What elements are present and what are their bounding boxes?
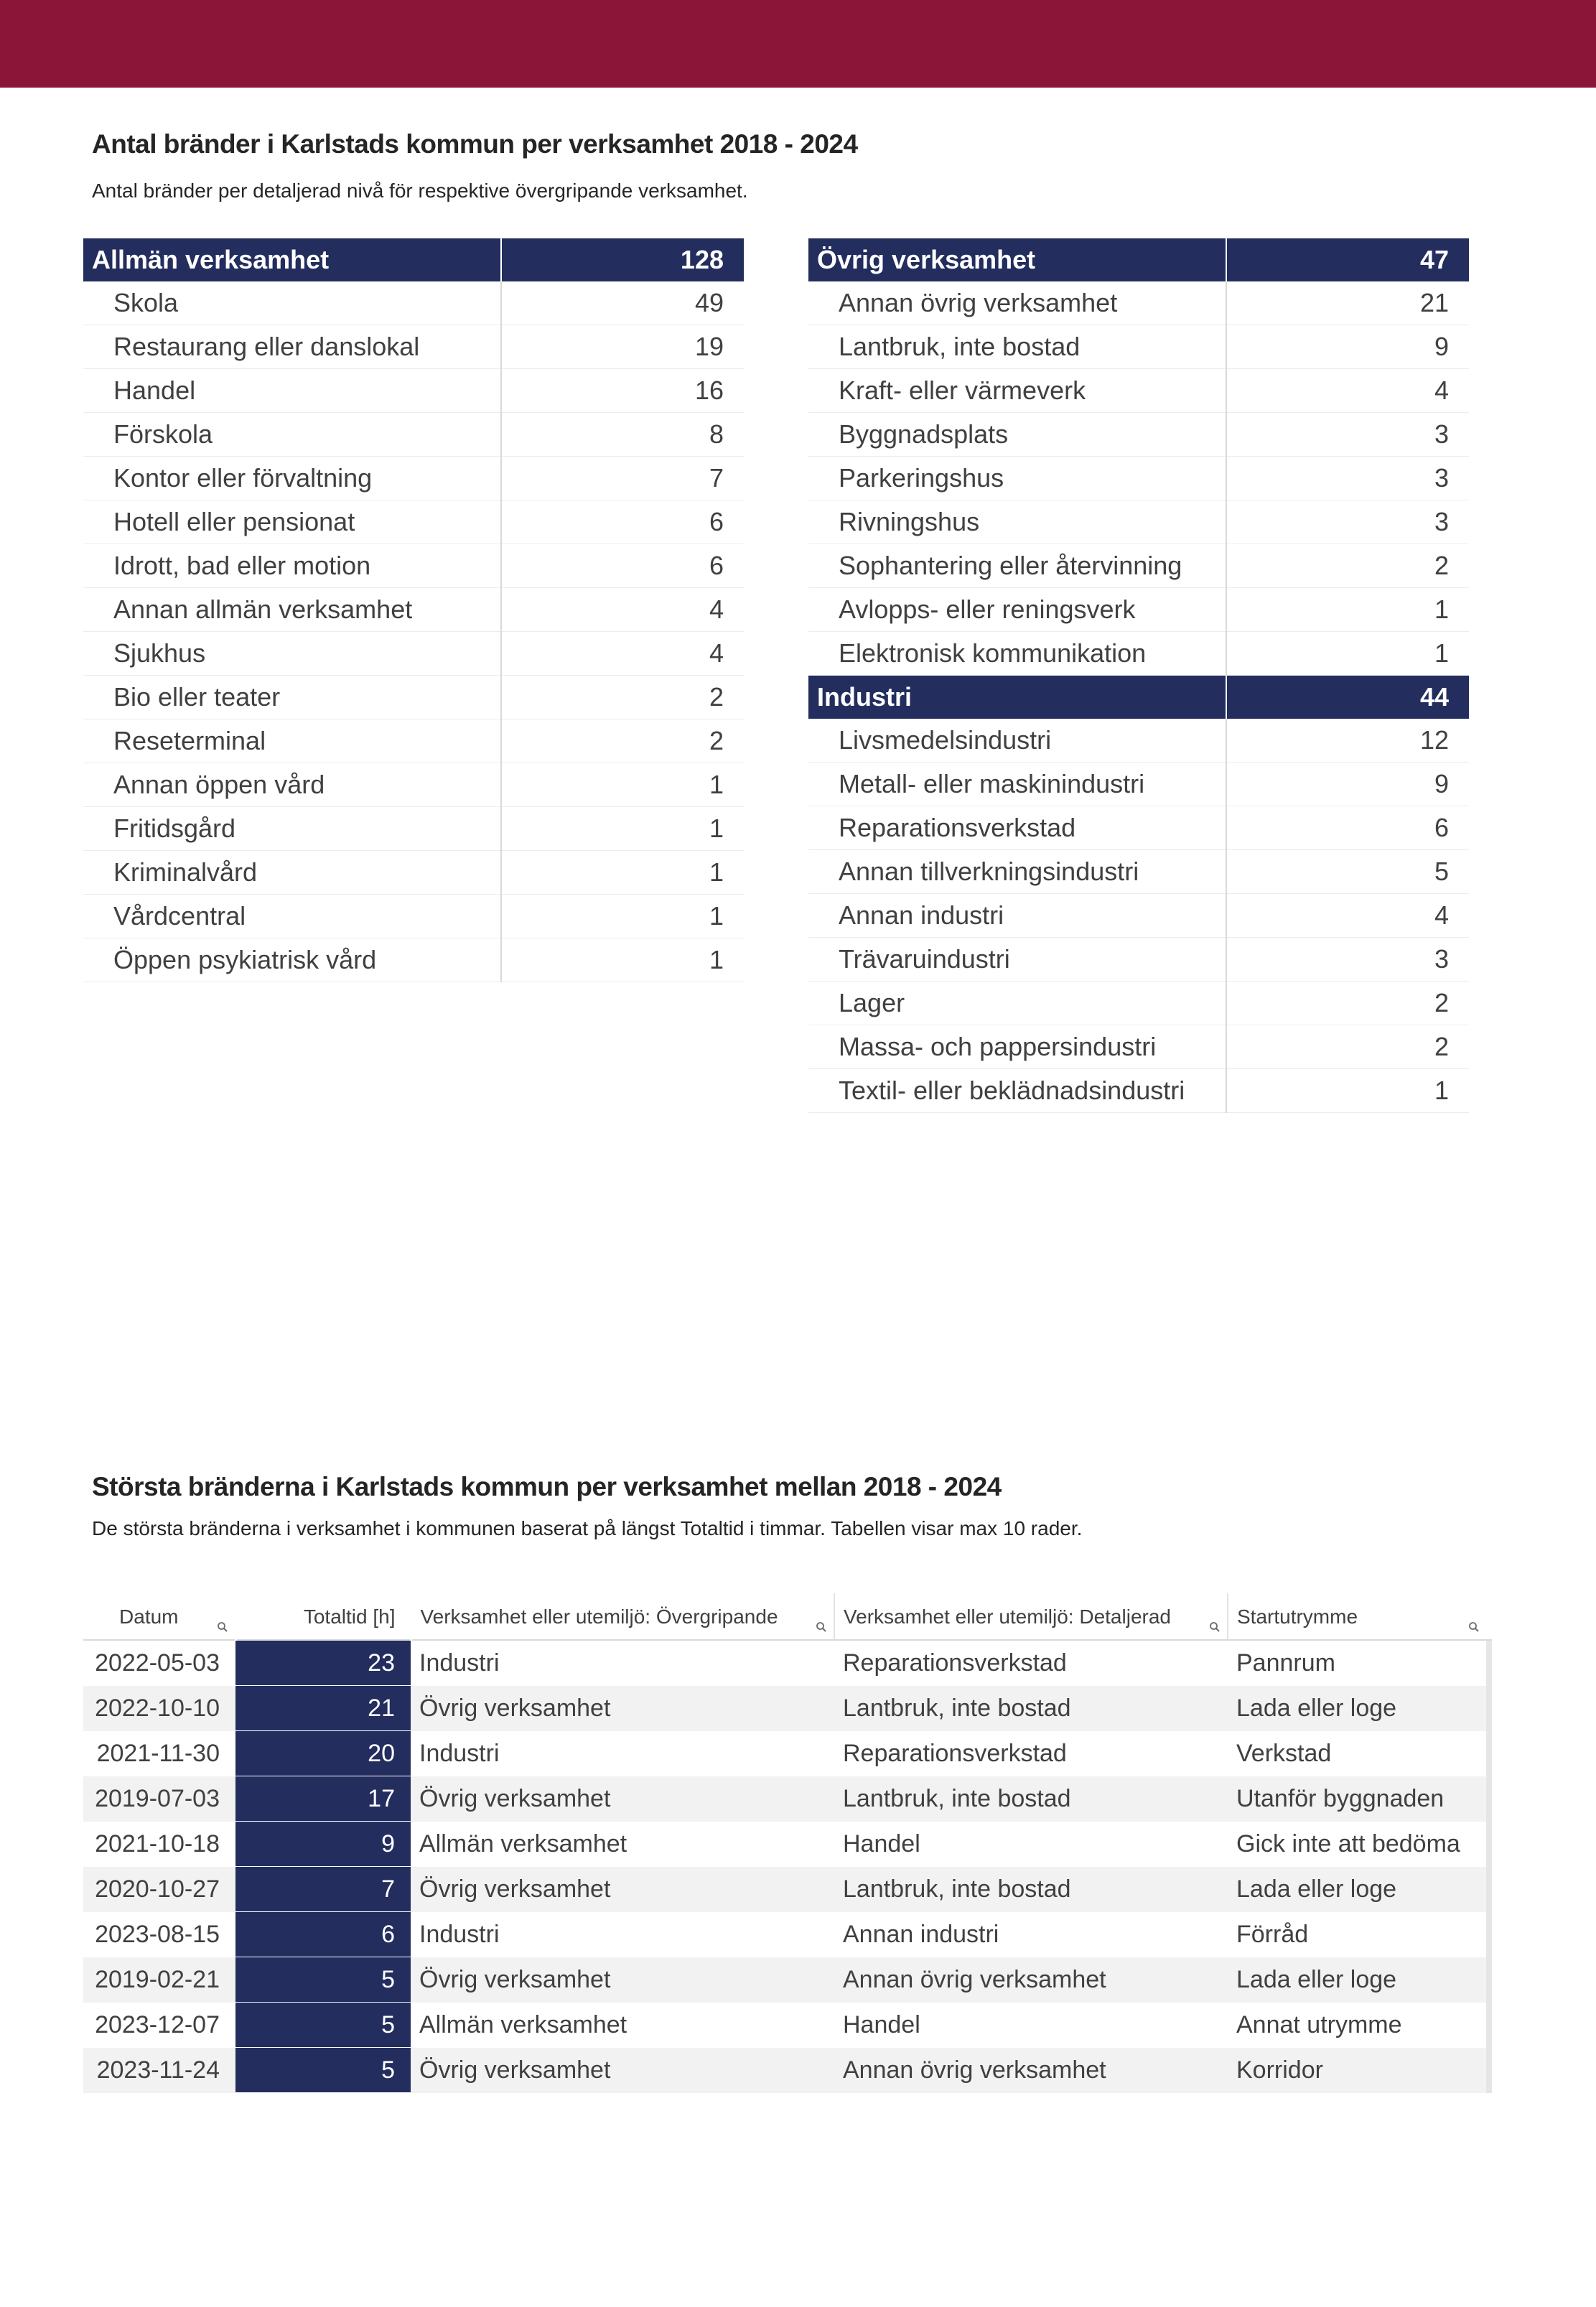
table-row [808, 1069, 1469, 1113]
cell-overgripande: Allmän verksamhet [411, 1822, 834, 1867]
table-row [83, 413, 744, 457]
table-row [83, 1957, 1492, 2003]
activity-label: Kraft- eller värmeverk [808, 369, 1226, 413]
activity-label: Textil- eller beklädnadsindustri [808, 1069, 1226, 1113]
activity-label: Restaurang eller danslokal [83, 325, 501, 369]
activity-label: Annan allmän verksamhet [83, 588, 501, 632]
table-row [83, 2003, 1492, 2048]
scrollbar-track[interactable] [1486, 1686, 1492, 1731]
cell-detaljerad: Handel [834, 2003, 1228, 2048]
table-row [83, 2048, 1492, 2093]
table-row [808, 500, 1469, 544]
activity-label: Hotell eller pensionat [83, 500, 501, 544]
cell-totaltid: 5 [235, 2003, 411, 2048]
cell-totaltid: 6 [235, 1912, 411, 1957]
cell-detaljerad: Handel [834, 1822, 1228, 1867]
table-row [83, 1822, 1492, 1867]
column-header-totaltid[interactable]: Totaltid [h] [235, 1593, 411, 1640]
table-row [808, 588, 1469, 632]
scrollbar-track[interactable] [1486, 1912, 1492, 1957]
column-header-detaljerad[interactable]: Verksamhet eller utemiljö: Detaljerad [834, 1593, 1228, 1640]
activity-count: 3 [1226, 938, 1469, 982]
group-total: 128 [501, 238, 744, 281]
table-row [83, 1776, 1492, 1822]
activity-label: Handel [83, 369, 501, 413]
group-name: Övrig verksamhet [808, 238, 1226, 281]
cell-detaljerad: Annan övrig verksamhet [834, 1957, 1228, 2003]
table-row [83, 851, 744, 895]
table-row [83, 1731, 1492, 1776]
activity-label: Annan övrig verksamhet [808, 281, 1226, 325]
section-title-largest-fires: Största bränderna i Karlstads kommun per verksamhet mellan 2018 - 2024 [92, 1472, 1002, 1501]
cell-totaltid: 20 [235, 1731, 411, 1776]
activity-count: 16 [501, 369, 744, 413]
table-row [83, 632, 744, 676]
activity-count: 1 [1226, 588, 1469, 632]
table-row [83, 281, 744, 325]
table-row [808, 938, 1469, 982]
table-row [808, 806, 1469, 850]
activity-count: 1 [1226, 632, 1469, 676]
activity-count: 2 [501, 719, 744, 763]
activity-label: Rivningshus [808, 500, 1226, 544]
cell-detaljerad: Annan övrig verksamhet [834, 2048, 1228, 2093]
table-row [83, 544, 744, 588]
activity-count: 3 [1226, 413, 1469, 457]
table-row [83, 1912, 1492, 1957]
cell-detaljerad: Lantbruk, inte bostad [834, 1776, 1228, 1822]
group-header-row [83, 238, 744, 281]
activity-count: 21 [1226, 281, 1469, 325]
activity-count: 5 [1226, 850, 1469, 894]
table-row [808, 1025, 1469, 1069]
table-row [808, 719, 1469, 763]
table-row [83, 500, 744, 544]
table-row [83, 457, 744, 500]
activity-label: Öppen psykiatrisk vård [83, 938, 501, 982]
cell-startutrymme: Utanför byggnaden [1228, 1776, 1486, 1822]
column-header-datum[interactable]: Datum [83, 1593, 235, 1640]
activity-table-right [808, 238, 1469, 1113]
cell-startutrymme: Gick inte att bedöma [1228, 1822, 1486, 1867]
activity-label: Trävaruindustri [808, 938, 1226, 982]
scrollbar-track[interactable] [1486, 2003, 1492, 2048]
column-header-overgripande[interactable]: Verksamhet eller utemiljö: Övergripande [411, 1593, 834, 1640]
cell-overgripande: Övrig verksamhet [411, 1867, 834, 1912]
cell-startutrymme: Förråd [1228, 1912, 1486, 1957]
cell-totaltid: 9 [235, 1822, 411, 1867]
cell-totaltid: 5 [235, 1957, 411, 2003]
activity-count: 3 [1226, 457, 1469, 500]
cell-datum: 2021-11-30 [83, 1731, 235, 1776]
activity-count: 1 [501, 895, 744, 938]
cell-detaljerad: Reparationsverkstad [834, 1731, 1228, 1776]
cell-detaljerad: Lantbruk, inte bostad [834, 1867, 1228, 1912]
activity-label: Massa- och pappersindustri [808, 1025, 1226, 1069]
table-header-row [83, 1593, 1492, 1640]
search-icon[interactable] [1208, 1621, 1221, 1633]
scrollbar-track[interactable] [1486, 2048, 1492, 2093]
activity-label: Lager [808, 982, 1226, 1025]
table-row [808, 850, 1469, 894]
table-row [83, 763, 744, 807]
activity-count: 2 [1226, 982, 1469, 1025]
activity-count: 12 [1226, 719, 1469, 763]
activity-count: 4 [501, 632, 744, 676]
group-name: Allmän verksamhet [83, 238, 501, 281]
cell-totaltid: 5 [235, 2048, 411, 2093]
activity-count: 2 [501, 676, 744, 719]
activity-label: Förskola [83, 413, 501, 457]
cell-totaltid: 17 [235, 1776, 411, 1822]
activity-count: 6 [501, 544, 744, 588]
table-row [808, 369, 1469, 413]
group-total: 44 [1226, 676, 1469, 719]
table-row [83, 1686, 1492, 1731]
cell-datum: 2020-10-27 [83, 1867, 235, 1912]
scrollbar-track[interactable] [1486, 1957, 1492, 2003]
activity-count: 4 [501, 588, 744, 632]
group-header-row [808, 676, 1469, 719]
group-header-row [808, 238, 1469, 281]
table-row [83, 1867, 1492, 1912]
scrollbar-track[interactable] [1486, 1593, 1492, 1640]
cell-datum: 2023-08-15 [83, 1912, 235, 1957]
cell-totaltid: 21 [235, 1686, 411, 1731]
cell-overgripande: Övrig verksamhet [411, 1686, 834, 1731]
cell-datum: 2023-12-07 [83, 2003, 235, 2048]
search-icon[interactable] [815, 1621, 828, 1633]
cell-startutrymme: Pannrum [1228, 1640, 1486, 1686]
cell-detaljerad: Lantbruk, inte bostad [834, 1686, 1228, 1731]
activity-count: 9 [1226, 325, 1469, 369]
cell-overgripande: Industri [411, 1640, 834, 1686]
activity-label: Reseterminal [83, 719, 501, 763]
table-row [808, 982, 1469, 1025]
cell-datum: 2023-11-24 [83, 2048, 235, 2093]
scrollbar-track[interactable] [1486, 1867, 1492, 1912]
cell-startutrymme: Lada eller loge [1228, 1957, 1486, 2003]
cell-detaljerad: Annan industri [834, 1912, 1228, 1957]
section-title-activity-counts: Antal bränder i Karlstads kommun per verksamhet 2018 - 2024 [92, 129, 858, 159]
cell-overgripande: Industri [411, 1731, 834, 1776]
table-row [83, 938, 744, 982]
cell-datum: 2019-07-03 [83, 1776, 235, 1822]
activity-count: 1 [501, 807, 744, 851]
cell-datum: 2022-10-10 [83, 1686, 235, 1731]
activity-count: 4 [1226, 894, 1469, 938]
scrollbar-track[interactable] [1486, 1640, 1492, 1686]
activity-label: Lantbruk, inte bostad [808, 325, 1226, 369]
cell-overgripande: Övrig verksamhet [411, 2048, 834, 2093]
activity-count: 7 [501, 457, 744, 500]
cell-startutrymme: Verkstad [1228, 1731, 1486, 1776]
activity-label: Idrott, bad eller motion [83, 544, 501, 588]
activity-label: Avlopps- eller reningsverk [808, 588, 1226, 632]
activity-label: Sjukhus [83, 632, 501, 676]
cell-startutrymme: Korridor [1228, 2048, 1486, 2093]
activity-label: Reparationsverkstad [808, 806, 1226, 850]
table-row [83, 588, 744, 632]
activity-count: 2 [1226, 1025, 1469, 1069]
cell-startutrymme: Lada eller loge [1228, 1686, 1486, 1731]
cell-overgripande: Övrig verksamhet [411, 1776, 834, 1822]
scrollbar-track[interactable] [1486, 1731, 1492, 1776]
activity-count: 6 [1226, 806, 1469, 850]
activity-label: Livsmedelsindustri [808, 719, 1226, 763]
table-row [83, 719, 744, 763]
activity-label: Annan tillverkningsindustri [808, 850, 1226, 894]
cell-overgripande: Övrig verksamhet [411, 1957, 834, 2003]
scrollbar-track[interactable] [1486, 1776, 1492, 1822]
table-row [808, 544, 1469, 588]
activity-label: Fritidsgård [83, 807, 501, 851]
section-subtitle-activity-counts: Antal bränder per detaljerad nivå för respektive övergripande verksamhet. [92, 180, 748, 202]
table-row [83, 325, 744, 369]
largest-fires-table [83, 1593, 1492, 2093]
search-icon[interactable] [1467, 1621, 1480, 1633]
table-row [83, 369, 744, 413]
activity-count: 9 [1226, 763, 1469, 806]
table-row [83, 1640, 1492, 1686]
activity-label: Elektronisk kommunikation [808, 632, 1226, 676]
scrollbar-track[interactable] [1486, 1822, 1492, 1867]
activity-count: 3 [1226, 500, 1469, 544]
activity-count: 2 [1226, 544, 1469, 588]
search-icon[interactable] [216, 1621, 229, 1633]
cell-datum: 2021-10-18 [83, 1822, 235, 1867]
header-band [0, 0, 1596, 88]
table-row [808, 763, 1469, 806]
activity-label: Byggnadsplats [808, 413, 1226, 457]
table-row [83, 895, 744, 938]
activity-count: 49 [501, 281, 744, 325]
table-row [83, 676, 744, 719]
activity-table-left [83, 238, 744, 982]
activity-count: 19 [501, 325, 744, 369]
activity-count: 1 [501, 938, 744, 982]
cell-startutrymme: Lada eller loge [1228, 1867, 1486, 1912]
activity-label: Metall- eller maskinindustri [808, 763, 1226, 806]
cell-detaljerad: Reparationsverkstad [834, 1640, 1228, 1686]
cell-totaltid: 23 [235, 1640, 411, 1686]
cell-overgripande: Industri [411, 1912, 834, 1957]
activity-count: 4 [1226, 369, 1469, 413]
activity-label: Annan industri [808, 894, 1226, 938]
group-total: 47 [1226, 238, 1469, 281]
column-header-startutrymme[interactable]: Startutrymme [1228, 1593, 1486, 1640]
activity-count: 1 [501, 851, 744, 895]
activity-label: Sophantering eller återvinning [808, 544, 1226, 588]
table-row [808, 413, 1469, 457]
cell-startutrymme: Annat utrymme [1228, 2003, 1486, 2048]
cell-overgripande: Allmän verksamhet [411, 2003, 834, 2048]
activity-label: Vårdcentral [83, 895, 501, 938]
activity-label: Kriminalvård [83, 851, 501, 895]
activity-count: 8 [501, 413, 744, 457]
table-row [808, 632, 1469, 676]
cell-datum: 2019-02-21 [83, 1957, 235, 2003]
activity-count: 6 [501, 500, 744, 544]
activity-label: Annan öppen vård [83, 763, 501, 807]
group-name: Industri [808, 676, 1226, 719]
table-row [808, 281, 1469, 325]
section-subtitle-largest-fires: De största bränderna i verksamhet i kommunen baserat på längst Totaltid i timmar. Tabellen visar max 10 rader. [92, 1517, 1083, 1539]
activity-label: Bio eller teater [83, 676, 501, 719]
table-row [808, 457, 1469, 500]
activity-count: 1 [1226, 1069, 1469, 1113]
table-row [83, 807, 744, 851]
cell-datum: 2022-05-03 [83, 1640, 235, 1686]
activity-count: 1 [501, 763, 744, 807]
activity-label: Skola [83, 281, 501, 325]
cell-totaltid: 7 [235, 1867, 411, 1912]
table-row [808, 894, 1469, 938]
activity-label: Parkeringshus [808, 457, 1226, 500]
table-row [808, 325, 1469, 369]
activity-label: Kontor eller förvaltning [83, 457, 501, 500]
